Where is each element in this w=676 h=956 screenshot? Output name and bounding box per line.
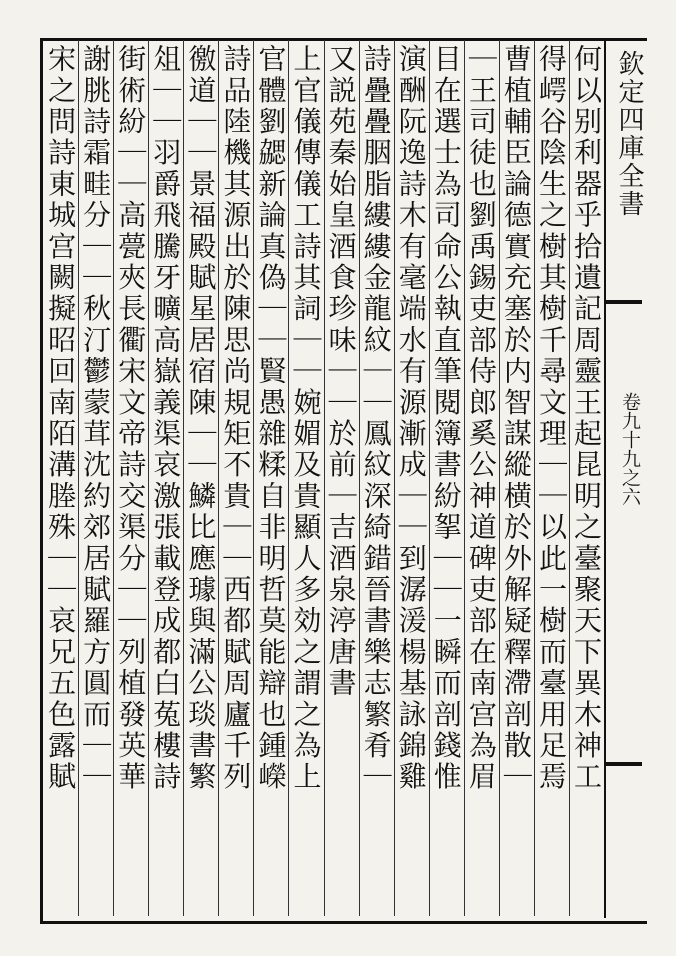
text-column: 曹植輔臣論德實充塞於内智謀縱横於外解疑釋滯剖散｜ — [499, 44, 533, 793]
column-rule — [569, 40, 570, 916]
text-column: 謝朓詩霜畦分｜｜秋汀鬱蒙茸沈約郊居賦羅方圓而｜｜ — [79, 44, 113, 793]
column-rule — [499, 40, 500, 916]
fishtail-mark-top — [606, 300, 642, 324]
column-rule — [218, 40, 219, 916]
text-column: 官體劉勰新論真偽｜｜賢愚雜糅自非明哲莫能辯也鍾嶸 — [254, 44, 288, 793]
column-rule — [288, 40, 289, 916]
text-column: 何以别利器乎拾遺記周靈王起昆明之臺聚天下異木神工 — [570, 44, 603, 793]
column-rule — [183, 40, 184, 916]
text-column: 詩疊疊胭脂縷縷金龍紋｜｜鳳紋深綺錯晉書樂志繁肴｜ — [359, 44, 393, 793]
text-column: 街術紛｜｜高甍夾長衢宋文帝詩交渠分｜｜列植發英華 — [114, 44, 148, 793]
text-column: 宋之問詩東城宫闕擬昭回南陌溝塍殊｜｜哀兄五色露賦 — [44, 44, 78, 793]
text-column: 又説苑秦始皇酒食珍味｜｜於前｜吉酒泉渟唐書 — [324, 44, 358, 700]
juan-label: 卷九十九之六 — [619, 392, 641, 506]
column-rule — [359, 40, 360, 916]
column-rule — [78, 40, 79, 916]
column-rule — [464, 40, 465, 916]
text-column: 演酬阮逸詩木有毫端水有源漸成｜｜到潺湲楊基詠錦雞 — [394, 44, 428, 793]
column-rule — [148, 40, 149, 916]
column-rule — [253, 40, 254, 916]
column-rule — [394, 40, 395, 916]
text-column: 俎｜｜羽爵飛騰牙曠高嶽義渠哀激張載登成都白菟樓詩 — [149, 44, 183, 793]
column-rule — [113, 40, 114, 916]
text-column: 得崿谷陰生之樹其樹千尋文理｜｜以此一樹而臺用足焉 — [534, 44, 568, 793]
running-head: 欽定四庫全書 — [614, 50, 644, 218]
column-rule — [534, 40, 535, 916]
column-rule — [324, 40, 325, 916]
text-column: 目在選士為司命公執直筆閱簿書紛挐｜｜一瞬而剖錢惟 — [429, 44, 463, 793]
text-column: 徼道｜｜景福殿賦星居宿陳｜｜鱗比應璩與滿公琰書繁 — [184, 44, 218, 793]
fishtail-mark-bottom — [606, 762, 642, 766]
text-column: 上官儀傳儀工詩其詞｜｜婉媚及貴顯人多効之謂之為上 — [289, 44, 323, 793]
text-column: ｜王司徒也劉禹錫吏部侍郎奚公神道碑吏部在南宫為眉 — [464, 44, 498, 793]
text-column: 詩品陸機其源出於陳思尚規矩不貴｜｜西都賦周廬千列 — [219, 44, 253, 793]
column-rule — [429, 40, 430, 916]
